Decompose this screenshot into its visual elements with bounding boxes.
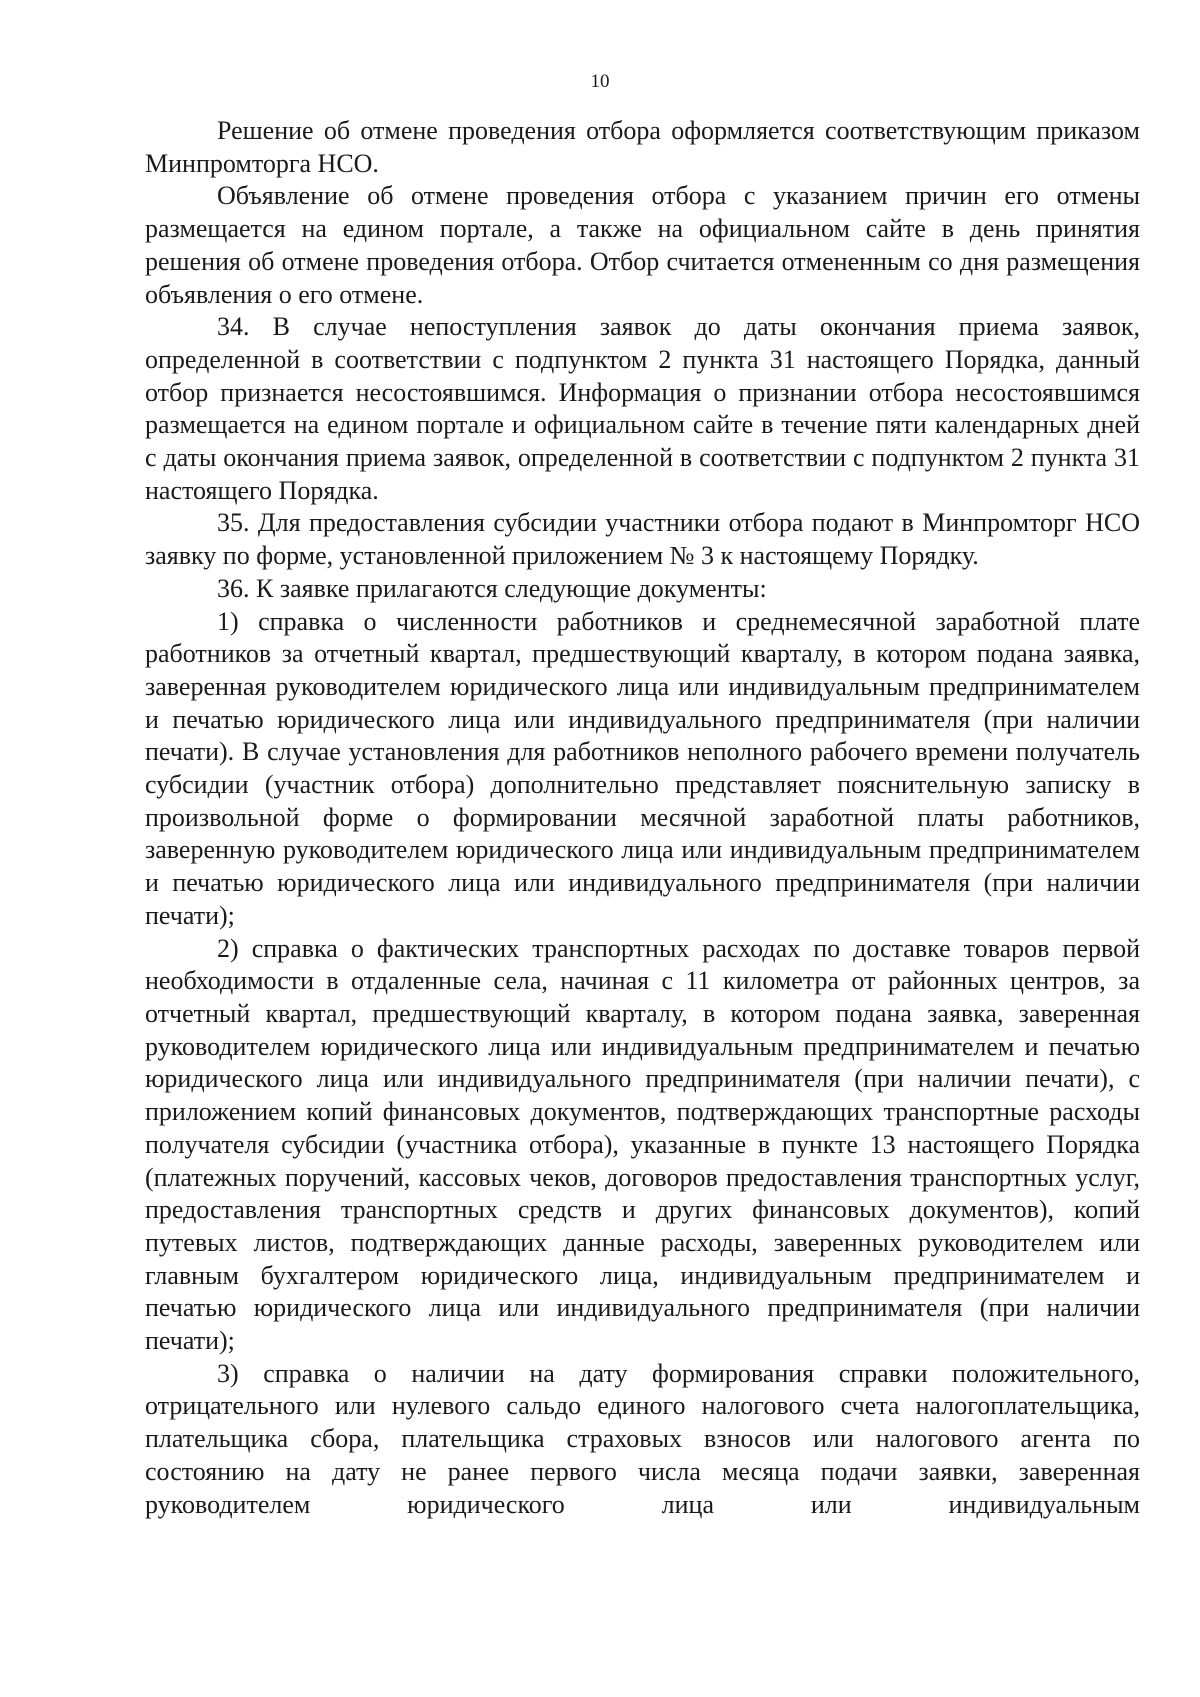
paragraph-cancel-order: Решение об отмене проведения отбора оформляется соответствующим приказом Минпромторга НСО. [145, 116, 1140, 178]
paragraph-item-35: 35. Для предоставления субсидии участники отбора подают в Минпромторг НСО заявку по форме, установленной приложением № 3 к настоящему Порядку. [145, 508, 1140, 571]
document-body [145, 115, 1140, 1521]
paragraph-subitem-1: 1) справка о численности работников и среднемесячной заработной плате работников за отчетный квартал, предшествующий кварталу, в котором подана заявка, заверенная руководителем юридического лица или индивидуальным предпринимателем и печатью юридического лица или индивидуального предпринимателя (при наличии печати). В случае установления для работников неполного рабочего времени получатель субсидии (участник отбора) дополнительно представляет пояснительную записку в произвольной форме о формировании месячной заработной платы работников, заверенную руководителем юридического лица или индивидуальным предпринимателем и печатью юридического лица или индивидуального предпринимателя (при наличии печати); [145, 606, 1140, 930]
paragraph-subitem-2: 2) справка о фактических транспортных расходах по доставке товаров первой необходимости в отдаленные села, начиная с 11 километра от районных центров, за отчетный квартал, предшествующий кварталу, в котором подана заявка, заверенная руководителем юридического лица или индивидуальным предпринимателем и печатью юридического лица или индивидуального предпринимателя (при наличии печати), с приложением копий финансовых документов, подтверждающих транспортные расходы получателя субсидии (участника отбора), указанные в пункте 13 настоящего Порядка (платежных поручений, кассовых чеков, договоров предоставления транспортных услуг, предоставления транспортных средств и других финансовых документов), копий путевых листов, подтверждающих данные расходы, заверенных руководителем или главным бухгалтером юридического лица, индивидуальным предпринимателем и печатью юридического лица или индивидуального предпринимателя (при наличии печати); [145, 933, 1140, 1356]
paragraph-subitem-3: 3) справка о наличии на дату формирования справки положительного, отрицательного или нулевого сальдо единого налогового счета налогоплательщика, плательщика сбора, плательщика страховых взносов или налогового агента по состоянию на дату не ранее первого числа месяца подачи заявки, заверенная руководителем юридического лица или индивидуальным [145, 1358, 1140, 1519]
page-number: 10 [590, 71, 610, 92]
paragraph-item-36: 36. К заявке прилагаются следующие документы: [217, 573, 767, 603]
paragraph-item-34: 34. В случае непоступления заявок до даты окончания приема заявок, определенной в соответствии с подпунктом 2 пункта 31 настоящего Порядка, данный отбор признается несостоявшимся. Информация о признании отбора несостоявшимся размещается на едином портале и официальном сайте в течение пяти календарных дней с даты окончания приема заявок, определенной в соответствии с подпунктом 2 пункта 31 настоящего Порядка. [145, 312, 1140, 505]
paragraph-cancel-announcement: Объявление об отмене проведения отбора с указанием причин его отмены размещается на едином портале, а также на официальном сайте в день принятия решения об отмене проведения отбора. Отбор считается отмененным со дня размещения объявления о его отмене. [145, 181, 1140, 309]
